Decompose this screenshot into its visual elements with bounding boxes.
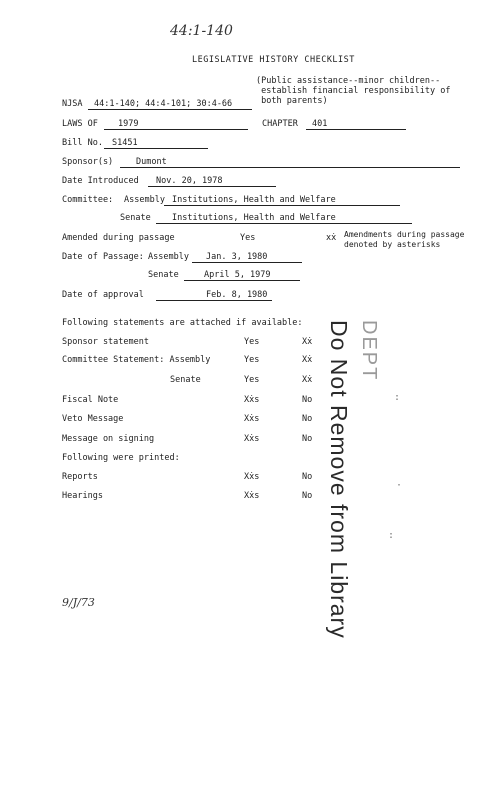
chapter-label: CHAPTER — [262, 119, 298, 129]
passage-assembly-label: Assembly — [148, 252, 189, 262]
sponsor-value: Dumont — [136, 157, 167, 167]
bill-no-underline — [104, 148, 208, 149]
amended-no-marked: xẋ — [326, 233, 337, 243]
stamp-speckle: : — [394, 392, 401, 403]
reports-yes: Xẋs — [244, 472, 260, 482]
committee-statement-senate-yes: Yes — [244, 375, 260, 385]
document-title: LEGISLATIVE HISTORY CHECKLIST — [192, 55, 355, 65]
passage-assembly-value: Jan. 3, 1980 — [206, 252, 268, 262]
committee-statement-senate-no: Xẋ — [302, 375, 313, 385]
attached-header: Following statements are attached if available: — [62, 318, 303, 328]
message-on-signing-no: No — [302, 434, 313, 444]
passage-senate-value: April 5, 1979 — [204, 270, 271, 280]
date-introduced-value: Nov. 20, 1978 — [156, 176, 223, 186]
chapter-value: 401 — [312, 119, 328, 129]
amended-label: Amended during passage — [62, 233, 175, 243]
message-on-signing-label: Message on signing — [62, 434, 155, 444]
committee-senate-value: Institutions, Health and Welfare — [172, 213, 336, 223]
passage-label: Date of Passage: — [62, 252, 144, 262]
committee-statement-senate-label: Senate — [170, 375, 201, 385]
veto-message-no: No — [302, 414, 313, 424]
hearings-no: No — [302, 491, 313, 501]
veto-message-yes: Xẋs — [244, 414, 260, 424]
stamp-speckle: : — [388, 530, 395, 541]
printed-header: Following were printed: — [62, 453, 180, 463]
hearings-label: Hearings — [62, 491, 103, 501]
message-on-signing-yes: Xẋs — [244, 434, 260, 444]
sponsor-statement-no: Xẋ — [302, 337, 313, 347]
passage-senate-label: Senate — [148, 270, 179, 280]
handwritten-reference: 44:1-140 — [170, 23, 233, 39]
committee-statement-assembly-yes: Yes — [244, 355, 260, 365]
committee-assembly-underline — [164, 205, 400, 206]
library-stamp-faint: DEPT — [358, 320, 380, 382]
laws-of-value: 1979 — [118, 119, 139, 129]
amended-yes: Yes — [240, 233, 256, 243]
bill-no-label: Bill No. — [62, 138, 103, 148]
committee-senate-underline — [156, 223, 412, 224]
committee-label: Committee: — [62, 195, 114, 205]
date-introduced-label: Date Introduced — [62, 176, 139, 186]
committee-assembly-value: Institutions, Health and Welfare — [172, 195, 336, 205]
chapter-underline — [306, 129, 406, 130]
committee-assembly-label: Assembly — [124, 195, 165, 205]
njsa-value: 44:1-140; 44:4-101; 30:4-66 — [94, 99, 233, 109]
fiscal-note-label: Fiscal Note — [62, 395, 119, 405]
approval-underline — [156, 300, 272, 301]
veto-message-label: Veto Message — [62, 414, 124, 424]
approval-value: Feb. 8, 1980 — [206, 290, 268, 300]
stamp-speckle: · — [396, 480, 403, 491]
passage-senate-underline — [184, 280, 300, 281]
sponsor-statement-yes: Yes — [244, 337, 260, 347]
sponsor-label: Sponsor(s) — [62, 157, 114, 167]
reports-label: Reports — [62, 472, 98, 482]
committee-statement-assembly-no: Xẋ — [302, 355, 313, 365]
njsa-label: NJSA — [62, 99, 83, 109]
hearings-yes: Xẋs — [244, 491, 260, 501]
passage-assembly-underline — [192, 262, 302, 263]
subject-note: (Public assistance--minor children-- establish financial responsibility of both parents) — [256, 76, 451, 106]
footer-note: 9/J/73 — [62, 596, 95, 609]
fiscal-note-yes: Xẋs — [244, 395, 260, 405]
approval-label: Date of approval — [62, 290, 144, 300]
bill-no-value: S1451 — [112, 138, 138, 148]
sponsor-statement-label: Sponsor statement — [62, 337, 149, 347]
amended-note: Amendments during passage denoted by asterisks — [344, 230, 465, 249]
laws-of-underline — [104, 129, 248, 130]
fiscal-note-no: No — [302, 395, 313, 405]
library-stamp: Do Not Remove from Library — [326, 320, 352, 639]
reports-no: No — [302, 472, 313, 482]
committee-senate-label: Senate — [120, 213, 151, 223]
sponsor-underline — [120, 167, 460, 168]
laws-of-label: LAWS OF — [62, 119, 98, 129]
date-introduced-underline — [148, 186, 276, 187]
njsa-underline — [88, 109, 252, 110]
committee-statement-assembly-label: Committee Statement: Assembly — [62, 355, 211, 365]
